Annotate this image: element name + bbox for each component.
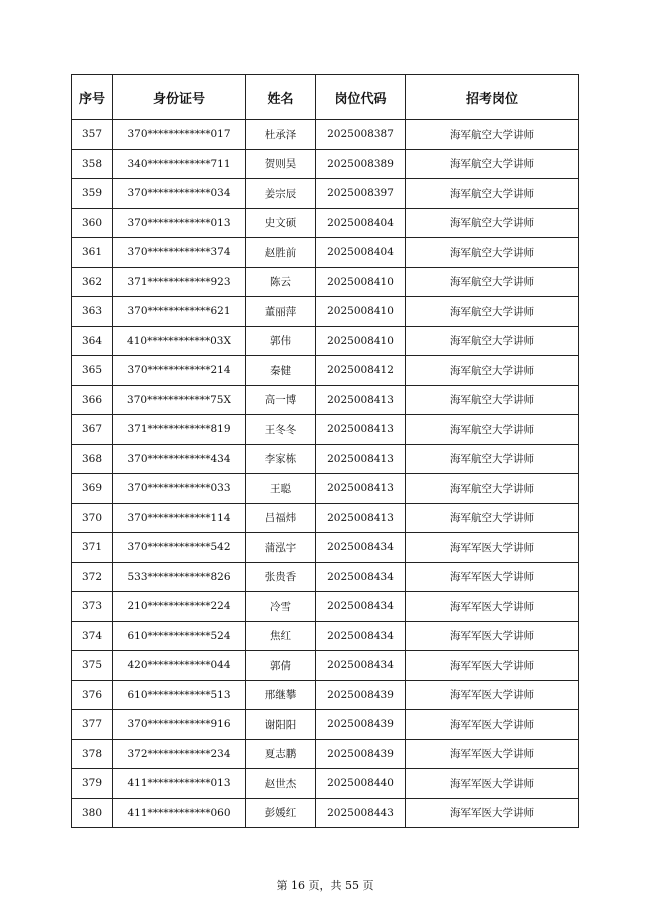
cell-name: 谢阳阳: [246, 710, 316, 740]
cell-post: 海军军医大学讲师: [406, 562, 579, 592]
cell-id-number: 370************542: [113, 533, 246, 563]
cell-id-number: 370************75X: [113, 385, 246, 415]
cell-id-number: 370************034: [113, 179, 246, 209]
cell-id-number: 420************044: [113, 651, 246, 681]
cell-post-code: 2025008412: [316, 356, 406, 386]
cell-post: 海军航空大学讲师: [406, 326, 579, 356]
cell-seq: 357: [72, 120, 113, 150]
table-row: [72, 238, 579, 268]
table-row: [72, 444, 579, 474]
cell-id-number: 370************434: [113, 444, 246, 474]
table-row: [72, 533, 579, 563]
cell-post-code: 2025008439: [316, 739, 406, 769]
cell-id-number: 610************513: [113, 680, 246, 710]
cell-post: 海军军医大学讲师: [406, 710, 579, 740]
table-row: [72, 120, 579, 150]
cell-seq: 369: [72, 474, 113, 504]
cell-post: 海军航空大学讲师: [406, 149, 579, 179]
cell-seq: 376: [72, 680, 113, 710]
cell-name: 杜承泽: [246, 120, 316, 150]
header-id-number: 身份证号: [113, 75, 246, 120]
cell-post: 海军军医大学讲师: [406, 621, 579, 651]
cell-id-number: 370************114: [113, 503, 246, 533]
header-row: [72, 75, 579, 120]
cell-name: 冷雪: [246, 592, 316, 622]
cell-seq: 378: [72, 739, 113, 769]
cell-post-code: 2025008387: [316, 120, 406, 150]
cell-name: 王聪: [246, 474, 316, 504]
cell-name: 赵胜前: [246, 238, 316, 268]
cell-post-code: 2025008410: [316, 267, 406, 297]
cell-name: 史文硕: [246, 208, 316, 238]
table-row: [72, 267, 579, 297]
cell-id-number: 370************214: [113, 356, 246, 386]
cell-post: 海军军医大学讲师: [406, 592, 579, 622]
cell-post-code: 2025008443: [316, 798, 406, 828]
table-row: [72, 503, 579, 533]
table-row: [72, 385, 579, 415]
table-row: [72, 621, 579, 651]
cell-id-number: 370************374: [113, 238, 246, 268]
cell-seq: 361: [72, 238, 113, 268]
cell-seq: 363: [72, 297, 113, 327]
cell-name: 吕福炜: [246, 503, 316, 533]
cell-seq: 364: [72, 326, 113, 356]
cell-post: 海军军医大学讲师: [406, 651, 579, 681]
cell-name: 郭伟: [246, 326, 316, 356]
header-post-code: 岗位代码: [316, 75, 406, 120]
cell-seq: 360: [72, 208, 113, 238]
table-row: [72, 680, 579, 710]
cell-seq: 368: [72, 444, 113, 474]
cell-post: 海军军医大学讲师: [406, 739, 579, 769]
cell-post-code: 2025008434: [316, 533, 406, 563]
cell-post-code: 2025008397: [316, 179, 406, 209]
cell-name: 张贵香: [246, 562, 316, 592]
cell-post-code: 2025008439: [316, 680, 406, 710]
cell-id-number: 370************013: [113, 208, 246, 238]
cell-id-number: 610************524: [113, 621, 246, 651]
cell-name: 王冬冬: [246, 415, 316, 445]
cell-seq: 373: [72, 592, 113, 622]
cell-post-code: 2025008434: [316, 592, 406, 622]
cell-seq: 372: [72, 562, 113, 592]
cell-id-number: 410************03X: [113, 326, 246, 356]
cell-post: 海军航空大学讲师: [406, 385, 579, 415]
cell-seq: 358: [72, 149, 113, 179]
cell-post-code: 2025008440: [316, 769, 406, 799]
cell-post-code: 2025008413: [316, 444, 406, 474]
cell-seq: 374: [72, 621, 113, 651]
cell-post: 海军航空大学讲师: [406, 208, 579, 238]
cell-post-code: 2025008434: [316, 621, 406, 651]
cell-name: 秦健: [246, 356, 316, 386]
cell-post-code: 2025008389: [316, 149, 406, 179]
cell-post: 海军航空大学讲师: [406, 474, 579, 504]
cell-name: 彭媛红: [246, 798, 316, 828]
cell-post: 海军航空大学讲师: [406, 238, 579, 268]
cell-post: 海军军医大学讲师: [406, 798, 579, 828]
cell-post-code: 2025008434: [316, 562, 406, 592]
cell-name: 董丽萍: [246, 297, 316, 327]
table-row: [72, 769, 579, 799]
cell-seq: 365: [72, 356, 113, 386]
cell-id-number: 370************033: [113, 474, 246, 504]
cell-id-number: 340************711: [113, 149, 246, 179]
cell-post: 海军军医大学讲师: [406, 680, 579, 710]
cell-id-number: 372************234: [113, 739, 246, 769]
cell-post-code: 2025008404: [316, 208, 406, 238]
table-row: [72, 179, 579, 209]
cell-seq: 367: [72, 415, 113, 445]
cell-post: 海军航空大学讲师: [406, 415, 579, 445]
table-row: [72, 297, 579, 327]
cell-id-number: 371************819: [113, 415, 246, 445]
cell-name: 蒲泓宇: [246, 533, 316, 563]
cell-post: 海军航空大学讲师: [406, 179, 579, 209]
cell-post-code: 2025008434: [316, 651, 406, 681]
cell-name: 高一博: [246, 385, 316, 415]
cell-post: 海军航空大学讲师: [406, 503, 579, 533]
cell-post-code: 2025008413: [316, 385, 406, 415]
cell-post-code: 2025008410: [316, 297, 406, 327]
cell-post-code: 2025008413: [316, 415, 406, 445]
table-row: [72, 592, 579, 622]
cell-id-number: 370************621: [113, 297, 246, 327]
cell-id-number: 411************060: [113, 798, 246, 828]
cell-name: 焦红: [246, 621, 316, 651]
cell-name: 贺则昊: [246, 149, 316, 179]
cell-seq: 380: [72, 798, 113, 828]
cell-post-code: 2025008410: [316, 326, 406, 356]
cell-name: 邢继攀: [246, 680, 316, 710]
table-row: [72, 415, 579, 445]
cell-post-code: 2025008413: [316, 474, 406, 504]
cell-post: 海军航空大学讲师: [406, 267, 579, 297]
cell-name: 赵世杰: [246, 769, 316, 799]
cell-seq: 375: [72, 651, 113, 681]
cell-id-number: 533************826: [113, 562, 246, 592]
cell-seq: 371: [72, 533, 113, 563]
cell-seq: 370: [72, 503, 113, 533]
cell-post: 海军航空大学讲师: [406, 444, 579, 474]
table-row: [72, 474, 579, 504]
cell-post-code: 2025008439: [316, 710, 406, 740]
cell-post: 海军军医大学讲师: [406, 769, 579, 799]
table-row: [72, 149, 579, 179]
header-seq: 序号: [72, 75, 113, 120]
table-row: [72, 562, 579, 592]
cell-id-number: 411************013: [113, 769, 246, 799]
table-row: [72, 356, 579, 386]
cell-name: 姜宗辰: [246, 179, 316, 209]
cell-seq: 359: [72, 179, 113, 209]
table-row: [72, 651, 579, 681]
cell-post-code: 2025008404: [316, 238, 406, 268]
cell-post: 海军军医大学讲师: [406, 533, 579, 563]
cell-post: 海军航空大学讲师: [406, 297, 579, 327]
cell-id-number: 370************916: [113, 710, 246, 740]
cell-name: 郭倩: [246, 651, 316, 681]
table-row: [72, 710, 579, 740]
page-footer: 第 16 页，共 55 页: [276, 879, 374, 892]
table-row: [72, 208, 579, 238]
cell-name: 夏志鹏: [246, 739, 316, 769]
cell-name: 李家栋: [246, 444, 316, 474]
cell-seq: 366: [72, 385, 113, 415]
cell-post: 海军航空大学讲师: [406, 120, 579, 150]
table-row: [72, 739, 579, 769]
cell-id-number: 370************017: [113, 120, 246, 150]
header-name: 姓名: [246, 75, 316, 120]
table-row: [72, 798, 579, 828]
table-row: [72, 326, 579, 356]
cell-name: 陈云: [246, 267, 316, 297]
roster-table: [71, 74, 579, 828]
cell-post: 海军航空大学讲师: [406, 356, 579, 386]
cell-seq: 362: [72, 267, 113, 297]
cell-seq: 379: [72, 769, 113, 799]
cell-seq: 377: [72, 710, 113, 740]
cell-post-code: 2025008413: [316, 503, 406, 533]
header-post: 招考岗位: [406, 75, 579, 120]
cell-id-number: 371************923: [113, 267, 246, 297]
cell-id-number: 210************224: [113, 592, 246, 622]
